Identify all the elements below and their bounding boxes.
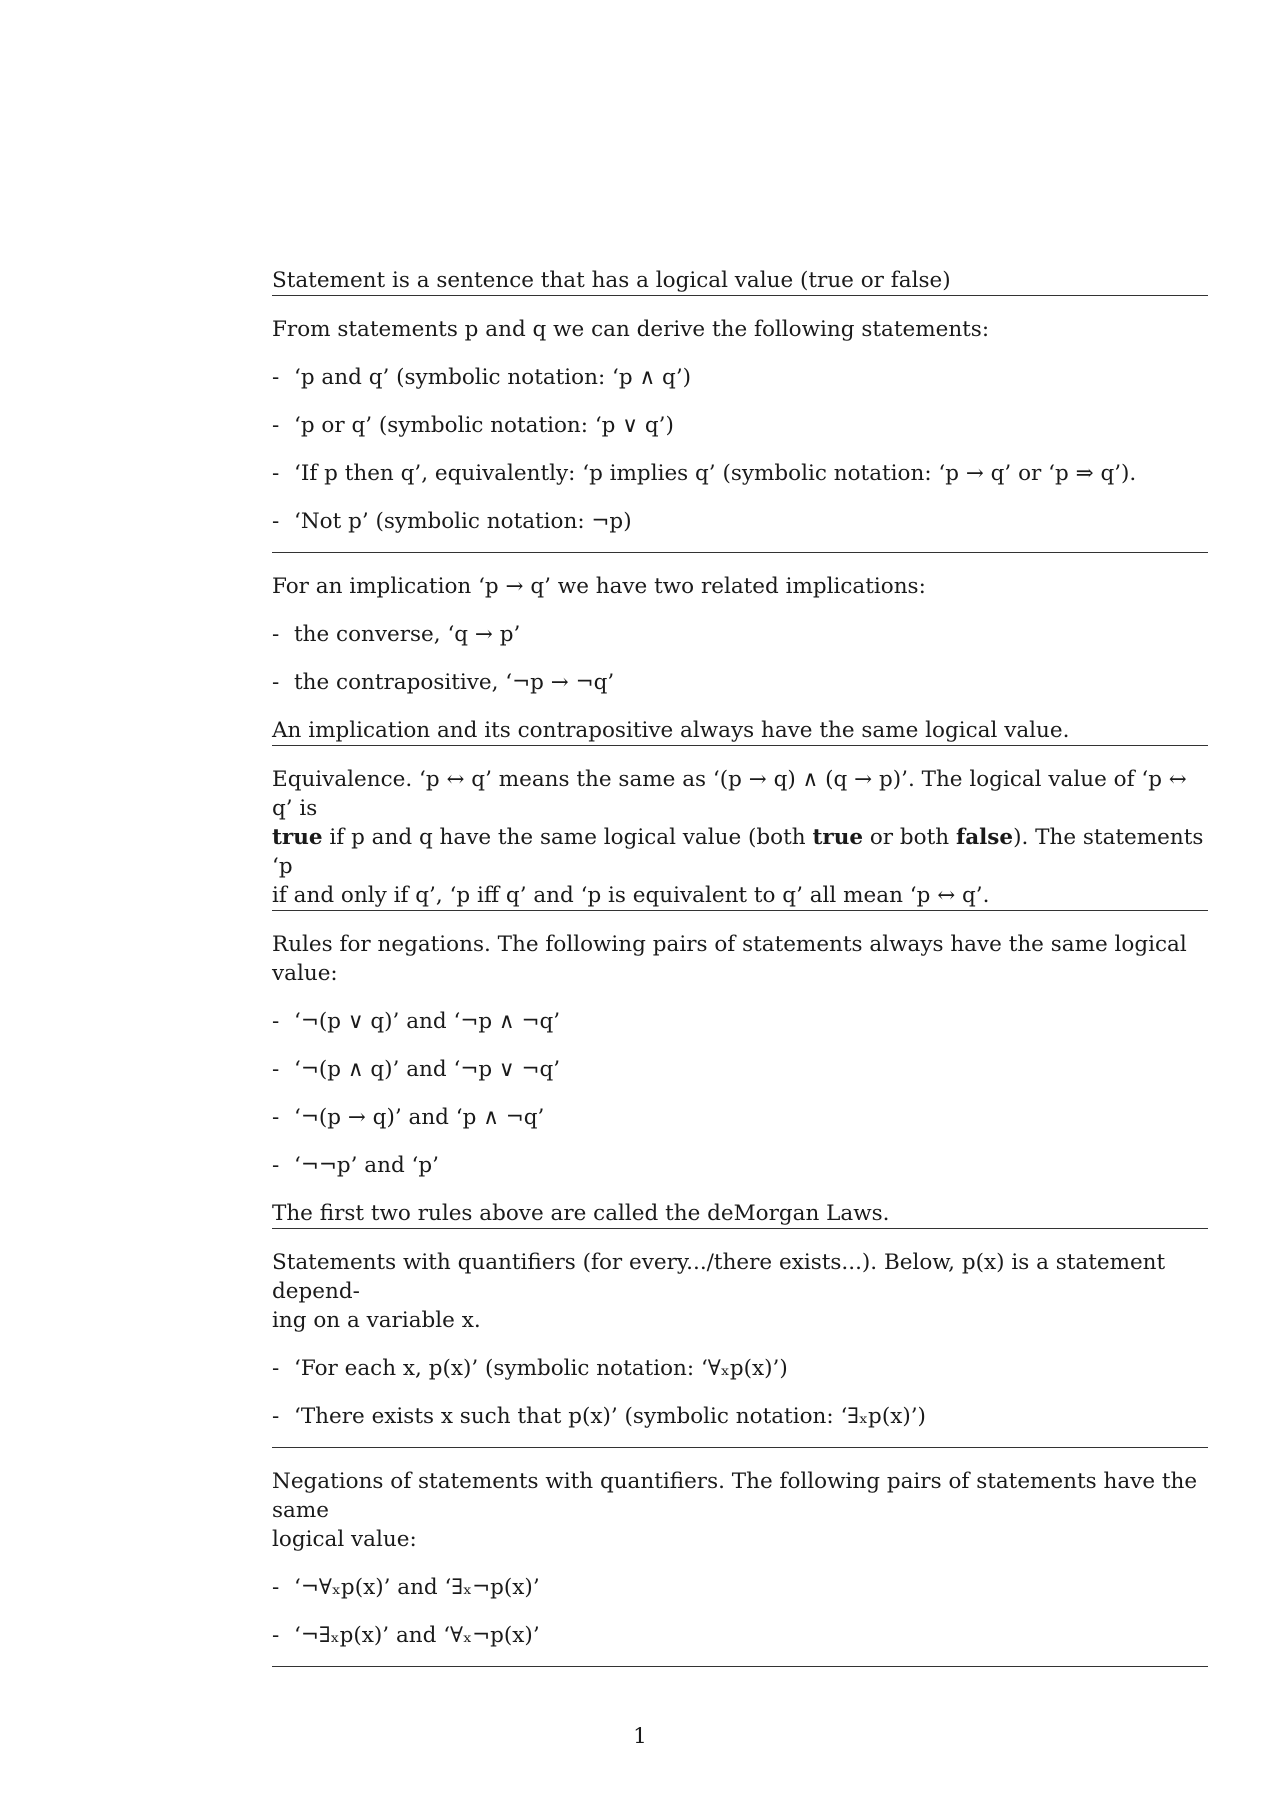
list-item (272, 1007, 1208, 1036)
equivalence-text: ). The statements ‘p (272, 825, 1204, 879)
bullet: - (272, 1404, 280, 1429)
false-keyword: false (955, 825, 1014, 850)
list-item-text: the converse, ‘q → p’ (294, 622, 521, 647)
list-item-text: ‘¬(p ∨ q)’ and ‘¬p ∧ ¬q’ (294, 1009, 561, 1034)
bullet: - (272, 1105, 280, 1130)
demorgan-note: The first two rules above are called the deMorgan Laws. (272, 1199, 1208, 1229)
bullet: - (272, 1575, 280, 1600)
bullet: - (272, 670, 280, 695)
list-item (272, 363, 1208, 392)
document-body (272, 266, 1208, 1667)
list-item (272, 1573, 1208, 1602)
list-item (272, 1402, 1208, 1431)
list-item-text: ‘If p then q’, equivalently: ‘p implies q’ (symbolic notation: ‘p → q’ or ‘p ⇒ q’). (294, 461, 1137, 486)
list-item-text: ‘For each x, p(x)’ (symbolic notation: ‘∀ₓp(x)’) (294, 1356, 788, 1381)
equivalence-text: if p and q have the same logical value (both (322, 825, 813, 850)
bullet: - (272, 1009, 280, 1034)
equivalence-line-1: Equivalence. ‘p ↔ q’ means the same as ‘(p → q) ∧ (q → p)’. The logical value of ‘p ↔ q’ is (272, 767, 1187, 821)
equivalence-line-2 (272, 823, 1208, 881)
equivalence-line-3: if and only if q’, ‘p iff q’ and ‘p is equivalent to q’ all mean ‘p ↔ q’. (272, 883, 990, 908)
bullet: - (272, 509, 280, 534)
list-item-text: ‘p or q’ (symbolic notation: ‘p ∨ q’) (294, 413, 674, 438)
page-number: 1 (633, 1724, 647, 1749)
list-item-text: ‘¬(p → q)’ and ‘p ∧ ¬q’ (294, 1105, 545, 1130)
quantifier-negation-intro-1: Negations of statements with quantifiers. The following pairs of statements have the same (272, 1469, 1198, 1523)
bullet: - (272, 1623, 280, 1648)
bullet: - (272, 461, 280, 486)
list-item-text: ‘¬¬p’ and ‘p’ (294, 1153, 439, 1178)
section-divider (272, 1666, 1208, 1667)
quantifiers-intro-1: Statements with quantifiers (for every.../there exists...). Below, p(x) is a statement depend- (272, 1250, 1166, 1304)
bullet: - (272, 365, 280, 390)
list-item-text: ‘p and q’ (symbolic notation: ‘p ∧ q’) (294, 365, 692, 390)
equivalence-text: or both (863, 825, 956, 850)
bullet: - (272, 1057, 280, 1082)
true-keyword: true (272, 825, 323, 850)
true-keyword: true (812, 825, 864, 850)
bullet: - (272, 1153, 280, 1178)
list-item-text: the contrapositive, ‘¬p → ¬q’ (294, 670, 615, 695)
bullet: - (272, 622, 280, 647)
list-item (272, 1055, 1208, 1084)
quantifiers-intro-2: ing on a variable x. (272, 1308, 481, 1333)
list-item (272, 1103, 1208, 1132)
contrapositive-note: An implication and its contrapositive always have the same logical value. (272, 716, 1208, 746)
list-item-text: ‘¬∀ₓp(x)’ and ‘∃ₓ¬p(x)’ (294, 1575, 540, 1600)
section-title-statement: Statement is a sentence that has a logical value (true or false) (272, 266, 1208, 296)
list-item (272, 1621, 1208, 1650)
list-item-text: ‘There exists x such that p(x)’ (symbolic notation: ‘∃ₓp(x)’) (294, 1404, 926, 1429)
list-item (272, 620, 1208, 649)
negation-rules-intro: Rules for negations. The following pairs of statements always have the same logical value: (272, 932, 1187, 986)
list-item-text: ‘¬∃ₓp(x)’ and ‘∀ₓ¬p(x)’ (294, 1623, 540, 1648)
list-item (272, 1151, 1208, 1180)
list-item-text: ‘¬(p ∧ q)’ and ‘¬p ∨ ¬q’ (294, 1057, 561, 1082)
equivalence-paragraph (272, 765, 1208, 911)
list-item (272, 459, 1208, 488)
list-item (272, 668, 1208, 697)
implication-intro: For an implication ‘p → q’ we have two related implications: (272, 574, 926, 599)
list-item-text: ‘Not p’ (symbolic notation: ¬p) (294, 509, 632, 534)
list-item (272, 411, 1208, 440)
list-item (272, 507, 1208, 536)
list-item (272, 1354, 1208, 1383)
bullet: - (272, 1356, 280, 1381)
quantifier-negation-intro-2: logical value: (272, 1527, 417, 1552)
statements-intro: From statements p and q we can derive the following statements: (272, 317, 990, 342)
bullet: - (272, 413, 280, 438)
